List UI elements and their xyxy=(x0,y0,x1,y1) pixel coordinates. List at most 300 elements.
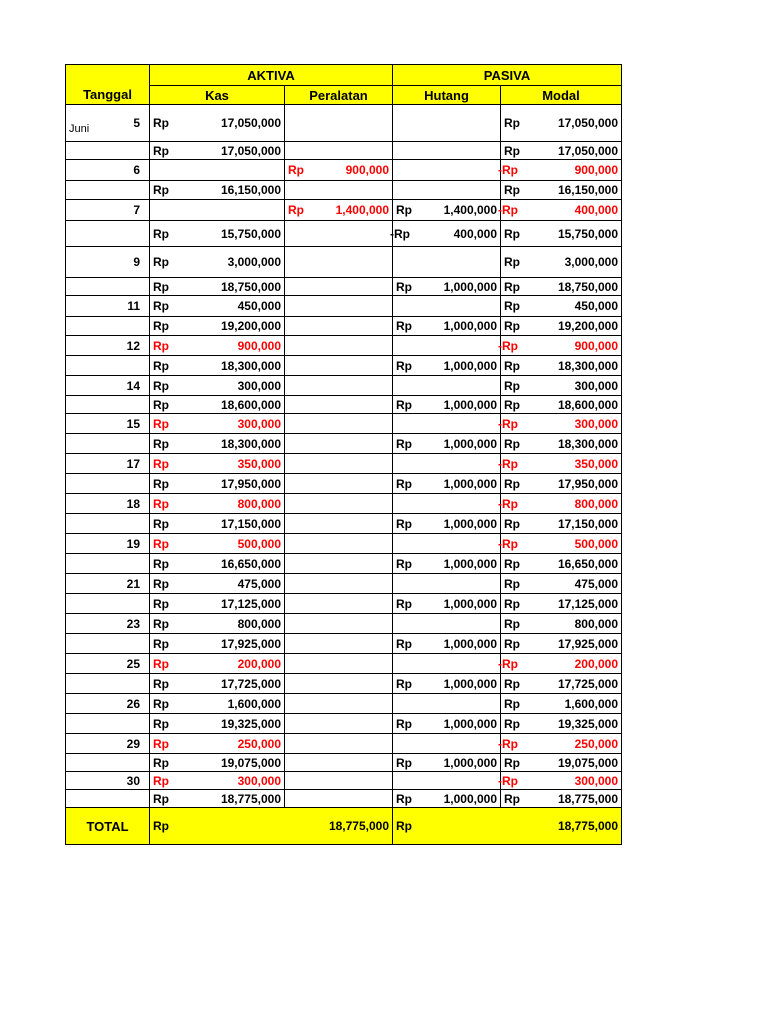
kas-amount: 18,775,000 xyxy=(220,791,281,806)
modal-amount: 18,600,000 xyxy=(557,397,618,412)
peralatan-amount: 900,000 xyxy=(345,163,389,177)
hutang-cell xyxy=(393,105,501,142)
kas-cell xyxy=(150,414,285,434)
modal-cell xyxy=(501,434,622,454)
modal-amount: 16,650,000 xyxy=(557,556,618,571)
peralatan-cell xyxy=(285,474,393,494)
modal-cell xyxy=(501,105,622,142)
kas-currency: Rp xyxy=(153,536,169,551)
ledger-row xyxy=(66,142,622,160)
hutang-cell xyxy=(393,396,501,414)
kas-cell xyxy=(150,296,285,317)
hutang-cell xyxy=(393,414,501,434)
modal-currency: -Rp xyxy=(498,736,518,751)
peralatan-cell xyxy=(285,574,393,594)
kas-cell xyxy=(150,356,285,376)
modal-amount: 17,050,000 xyxy=(557,116,618,130)
modal-cell xyxy=(501,356,622,376)
kas-amount: 350,000 xyxy=(237,456,281,471)
ledger-row xyxy=(66,181,622,200)
kas-currency: Rp xyxy=(153,338,169,353)
kas-cell xyxy=(150,494,285,514)
modal-amount: 16,150,000 xyxy=(557,183,618,197)
total-label: TOTAL xyxy=(66,808,150,845)
hutang-cell xyxy=(393,247,501,278)
total-pasiva-cell xyxy=(393,808,622,845)
kas-amount: 18,300,000 xyxy=(220,358,281,373)
hutang-currency: Rp xyxy=(396,397,412,412)
kas-currency: Rp xyxy=(153,773,169,788)
modal-amount: 19,075,000 xyxy=(557,755,618,770)
kas-cell xyxy=(150,200,285,221)
modal-currency: Rp xyxy=(504,556,520,571)
hutang-header: Hutang xyxy=(393,86,501,105)
modal-amount: 3,000,000 xyxy=(564,255,618,269)
peralatan-amount: 1,400,000 xyxy=(335,203,389,217)
modal-amount: 18,775,000 xyxy=(557,791,618,806)
date-cell: 29 xyxy=(66,734,150,754)
modal-amount: 450,000 xyxy=(574,299,618,313)
kas-currency: Rp xyxy=(153,636,169,651)
kas-currency: Rp xyxy=(153,143,169,158)
modal-currency: Rp xyxy=(504,616,520,631)
ledger-row xyxy=(66,336,622,356)
kas-amount: 19,325,000 xyxy=(220,716,281,731)
hutang-currency: Rp xyxy=(396,556,412,571)
ledger-row xyxy=(66,474,622,494)
ledger-row xyxy=(66,247,622,278)
modal-currency: -Rp xyxy=(498,773,518,788)
kas-cell xyxy=(150,247,285,278)
modal-amount: 200,000 xyxy=(574,656,618,671)
modal-amount: 300,000 xyxy=(574,416,618,431)
total-aktiva-value: 18,775,000 xyxy=(328,819,389,833)
hutang-cell xyxy=(393,356,501,376)
modal-currency: Rp xyxy=(504,279,520,294)
kas-amount: 18,300,000 xyxy=(220,436,281,451)
ledger-row xyxy=(66,221,622,247)
modal-cell xyxy=(498,494,622,514)
ledger-row xyxy=(66,534,622,554)
kas-currency: Rp xyxy=(153,556,169,571)
kas-cell xyxy=(150,594,285,614)
peralatan-cell xyxy=(285,142,393,160)
hutang-amount: 1,000,000 xyxy=(443,319,497,333)
modal-currency: Rp xyxy=(504,436,520,451)
modal-currency: Rp xyxy=(504,299,520,313)
date-cell xyxy=(66,754,150,772)
kas-currency: Rp xyxy=(153,616,169,631)
kas-cell xyxy=(150,790,285,808)
modal-currency: Rp xyxy=(504,183,520,197)
month-date-cell xyxy=(66,105,150,142)
modal-amount: 300,000 xyxy=(574,378,618,393)
date-cell: 26 xyxy=(66,694,150,714)
kas-currency: Rp xyxy=(153,596,169,611)
date-cell xyxy=(66,474,150,494)
date-cell xyxy=(66,514,150,534)
kas-amount: 300,000 xyxy=(237,416,281,431)
kas-amount: 15,750,000 xyxy=(220,226,281,241)
total-row xyxy=(66,808,622,845)
date-cell xyxy=(66,356,150,376)
hutang-cell xyxy=(393,200,501,221)
total-aktiva-cell xyxy=(150,808,393,845)
ledger-row xyxy=(66,554,622,574)
modal-currency: Rp xyxy=(504,791,520,806)
ledger-row xyxy=(66,790,622,808)
kas-cell xyxy=(150,534,285,554)
peralatan-cell xyxy=(285,534,393,554)
hutang-currency: Rp xyxy=(396,676,412,691)
modal-cell xyxy=(501,574,622,594)
date-cell xyxy=(66,634,150,654)
hutang-cell xyxy=(393,574,501,594)
hutang-cell xyxy=(393,434,501,454)
modal-currency: Rp xyxy=(504,378,520,393)
peralatan-cell xyxy=(285,105,393,142)
modal-amount: 350,000 xyxy=(574,456,618,471)
peralatan-cell xyxy=(285,754,393,772)
kas-cell xyxy=(150,181,285,200)
kas-currency: Rp xyxy=(153,791,169,806)
modal-currency: Rp xyxy=(504,576,520,591)
kas-amount: 17,125,000 xyxy=(220,596,281,611)
ledger-row xyxy=(66,200,622,221)
date-cell: 11 xyxy=(66,296,150,317)
kas-cell xyxy=(150,714,285,734)
total-aktiva-prefix: Rp xyxy=(153,819,169,833)
hutang-cell xyxy=(393,654,501,674)
hutang-amount: 1,000,000 xyxy=(443,556,497,571)
peralatan-cell xyxy=(285,654,393,674)
modal-currency: Rp xyxy=(504,116,520,130)
kas-currency: Rp xyxy=(153,255,169,269)
hutang-cell xyxy=(393,634,501,654)
peralatan-cell xyxy=(285,376,393,396)
ledger-row xyxy=(66,654,622,674)
modal-amount: 17,950,000 xyxy=(557,476,618,491)
kas-currency: Rp xyxy=(153,416,169,431)
kas-currency: Rp xyxy=(153,299,169,313)
kas-amount: 300,000 xyxy=(237,378,281,393)
hutang-amount: 1,000,000 xyxy=(443,476,497,491)
ledger-row xyxy=(66,296,622,317)
modal-cell xyxy=(498,734,622,754)
date-cell xyxy=(66,221,150,247)
kas-amount: 3,000,000 xyxy=(227,255,281,269)
kas-currency: Rp xyxy=(153,226,169,241)
modal-currency: Rp xyxy=(504,716,520,731)
modal-cell xyxy=(501,376,622,396)
peralatan-cell xyxy=(285,278,393,296)
kas-amount: 18,750,000 xyxy=(220,279,281,294)
hutang-amount: 1,000,000 xyxy=(443,358,497,373)
peralatan-cell xyxy=(285,694,393,714)
modal-cell xyxy=(501,142,622,160)
modal-cell xyxy=(501,474,622,494)
kas-amount: 16,650,000 xyxy=(220,556,281,571)
hutang-cell xyxy=(393,278,501,296)
modal-cell xyxy=(501,396,622,414)
peralatan-cell xyxy=(285,317,393,336)
modal-currency: -Rp xyxy=(498,338,518,353)
modal-currency: Rp xyxy=(504,226,520,241)
peralatan-cell xyxy=(285,221,393,247)
kas-amount: 17,950,000 xyxy=(220,476,281,491)
modal-cell xyxy=(498,454,622,474)
modal-cell xyxy=(498,336,622,356)
modal-cell xyxy=(501,754,622,772)
kas-cell xyxy=(150,554,285,574)
hutang-amount: 1,000,000 xyxy=(443,636,497,651)
modal-cell xyxy=(498,772,622,790)
hutang-cell xyxy=(393,494,501,514)
hutang-cell xyxy=(393,554,501,574)
date-cell: 17 xyxy=(66,454,150,474)
modal-amount: 17,125,000 xyxy=(557,596,618,611)
kas-amount: 800,000 xyxy=(237,616,281,631)
kas-cell xyxy=(150,105,285,142)
kas-cell xyxy=(150,454,285,474)
modal-cell xyxy=(501,790,622,808)
date-cell: 12 xyxy=(66,336,150,356)
hutang-amount: 400,000 xyxy=(453,226,497,241)
date-label: 5 xyxy=(133,116,140,130)
kas-cell xyxy=(150,474,285,494)
hutang-cell xyxy=(393,376,501,396)
modal-amount: 19,200,000 xyxy=(557,319,618,333)
peralatan-cell xyxy=(285,160,393,181)
modal-amount: 400,000 xyxy=(574,203,618,217)
kas-currency: Rp xyxy=(153,116,169,130)
modal-cell xyxy=(498,534,622,554)
date-cell xyxy=(66,396,150,414)
kas-cell xyxy=(150,396,285,414)
hutang-currency: Rp xyxy=(396,516,412,531)
date-cell xyxy=(66,317,150,336)
ledger-row xyxy=(66,674,622,694)
ledger-row xyxy=(66,754,622,772)
peralatan-cell xyxy=(285,181,393,200)
kas-currency: Rp xyxy=(153,319,169,333)
modal-currency: -Rp xyxy=(498,536,518,551)
modal-amount: 800,000 xyxy=(574,496,618,511)
hutang-cell xyxy=(393,514,501,534)
date-cell xyxy=(66,554,150,574)
modal-amount: 1,600,000 xyxy=(564,696,618,711)
modal-currency: Rp xyxy=(504,397,520,412)
kas-currency: Rp xyxy=(153,183,169,197)
modal-cell xyxy=(498,414,622,434)
peralatan-cell xyxy=(285,434,393,454)
total-pasiva-value: 18,775,000 xyxy=(557,819,618,833)
ledger-row xyxy=(66,714,622,734)
hutang-cell xyxy=(393,317,501,336)
modal-amount: 19,325,000 xyxy=(557,716,618,731)
modal-currency: -Rp xyxy=(498,416,518,431)
hutang-currency: Rp xyxy=(396,596,412,611)
kas-amount: 18,600,000 xyxy=(220,397,281,412)
date-cell: 23 xyxy=(66,614,150,634)
peralatan-cell xyxy=(285,296,393,317)
kas-amount: 17,050,000 xyxy=(220,143,281,158)
peralatan-currency: Rp xyxy=(288,163,304,177)
ledger-row xyxy=(66,614,622,634)
date-cell: 6 xyxy=(66,160,150,181)
kas-cell xyxy=(150,278,285,296)
hutang-cell xyxy=(390,221,501,247)
kas-cell xyxy=(150,434,285,454)
date-cell: 15 xyxy=(66,414,150,434)
kas-amount: 17,050,000 xyxy=(220,116,281,130)
kas-amount: 475,000 xyxy=(237,576,281,591)
ledger-row xyxy=(66,494,622,514)
hutang-cell xyxy=(393,296,501,317)
peralatan-cell xyxy=(285,396,393,414)
date-cell: 30 xyxy=(66,772,150,790)
peralatan-cell xyxy=(285,594,393,614)
ledger-row xyxy=(66,454,622,474)
kas-currency: Rp xyxy=(153,378,169,393)
hutang-currency: Rp xyxy=(396,636,412,651)
kas-currency: Rp xyxy=(153,516,169,531)
kas-cell xyxy=(150,336,285,356)
kas-currency: Rp xyxy=(153,656,169,671)
modal-currency: Rp xyxy=(504,516,520,531)
kas-cell xyxy=(150,142,285,160)
date-cell: 9 xyxy=(66,247,150,278)
modal-cell xyxy=(501,694,622,714)
hutang-amount: 1,000,000 xyxy=(443,716,497,731)
modal-cell xyxy=(501,714,622,734)
hutang-cell xyxy=(393,694,501,714)
hutang-amount: 1,000,000 xyxy=(443,516,497,531)
hutang-currency: -Rp xyxy=(390,226,410,241)
aktiva-header: AKTIVA xyxy=(150,65,393,86)
date-cell: 21 xyxy=(66,574,150,594)
kas-currency: Rp xyxy=(153,358,169,373)
date-cell: 25 xyxy=(66,654,150,674)
modal-currency: Rp xyxy=(504,476,520,491)
modal-cell xyxy=(501,594,622,614)
month-label: Juni xyxy=(69,123,90,135)
hutang-cell xyxy=(393,754,501,772)
date-cell xyxy=(66,790,150,808)
hutang-cell xyxy=(393,734,501,754)
kas-amount: 16,150,000 xyxy=(220,183,281,197)
kas-amount: 19,200,000 xyxy=(220,319,281,333)
peralatan-cell xyxy=(285,356,393,376)
peralatan-cell xyxy=(285,634,393,654)
tanggal-label: Tanggal xyxy=(83,87,132,102)
ledger-row xyxy=(66,634,622,654)
modal-currency: Rp xyxy=(504,143,520,158)
hutang-amount: 1,000,000 xyxy=(443,791,497,806)
modal-amount: 900,000 xyxy=(574,163,618,177)
ledger-row xyxy=(66,105,622,142)
peralatan-currency: Rp xyxy=(288,203,304,217)
peralatan-cell xyxy=(285,714,393,734)
ledger-row xyxy=(66,160,622,181)
ledger-body xyxy=(66,105,622,808)
modal-amount: 15,750,000 xyxy=(557,226,618,241)
date-cell xyxy=(66,142,150,160)
kas-cell xyxy=(150,654,285,674)
kas-amount: 17,925,000 xyxy=(220,636,281,651)
ledger-row xyxy=(66,772,622,790)
modal-cell xyxy=(501,614,622,634)
hutang-cell xyxy=(393,336,501,356)
hutang-cell xyxy=(393,614,501,634)
modal-cell xyxy=(501,247,622,278)
modal-currency: Rp xyxy=(504,319,520,333)
ledger-row xyxy=(66,594,622,614)
modal-amount: 300,000 xyxy=(574,773,618,788)
hutang-amount: 1,000,000 xyxy=(443,279,497,294)
hutang-amount: 1,000,000 xyxy=(443,436,497,451)
kas-currency: Rp xyxy=(153,676,169,691)
hutang-currency: Rp xyxy=(396,755,412,770)
modal-cell xyxy=(501,317,622,336)
hutang-currency: Rp xyxy=(396,791,412,806)
date-cell: 19 xyxy=(66,534,150,554)
modal-cell xyxy=(498,160,622,181)
pasiva-header: PASIVA xyxy=(393,65,622,86)
kas-currency: Rp xyxy=(153,755,169,770)
modal-currency: Rp xyxy=(504,755,520,770)
modal-cell xyxy=(501,296,622,317)
kas-currency: Rp xyxy=(153,576,169,591)
ledger-row xyxy=(66,376,622,396)
hutang-cell xyxy=(393,534,501,554)
hutang-currency: Rp xyxy=(396,319,412,333)
peralatan-cell xyxy=(285,414,393,434)
peralatan-cell xyxy=(285,554,393,574)
modal-currency: Rp xyxy=(504,255,520,269)
peralatan-cell xyxy=(285,734,393,754)
peralatan-cell xyxy=(285,772,393,790)
modal-currency: -Rp xyxy=(498,496,518,511)
kas-cell xyxy=(150,376,285,396)
kas-amount: 17,150,000 xyxy=(220,516,281,531)
tanggal-header xyxy=(66,65,150,105)
kas-header: Kas xyxy=(150,86,285,105)
modal-amount: 18,300,000 xyxy=(557,436,618,451)
peralatan-cell xyxy=(285,336,393,356)
peralatan-cell xyxy=(285,200,393,221)
kas-amount: 500,000 xyxy=(237,536,281,551)
ledger-row xyxy=(66,514,622,534)
ledger-row xyxy=(66,434,622,454)
kas-cell xyxy=(150,772,285,790)
hutang-currency: Rp xyxy=(396,279,412,294)
kas-currency: Rp xyxy=(153,279,169,294)
kas-amount: 300,000 xyxy=(237,773,281,788)
hutang-cell xyxy=(393,772,501,790)
peralatan-cell xyxy=(285,790,393,808)
kas-currency: Rp xyxy=(153,716,169,731)
kas-currency: Rp xyxy=(153,736,169,751)
kas-cell xyxy=(150,754,285,772)
ledger-row xyxy=(66,356,622,376)
modal-amount: 17,050,000 xyxy=(557,143,618,158)
kas-amount: 19,075,000 xyxy=(220,755,281,770)
kas-currency: Rp xyxy=(153,476,169,491)
kas-currency: Rp xyxy=(153,397,169,412)
kas-cell xyxy=(150,160,285,181)
hutang-cell xyxy=(393,790,501,808)
